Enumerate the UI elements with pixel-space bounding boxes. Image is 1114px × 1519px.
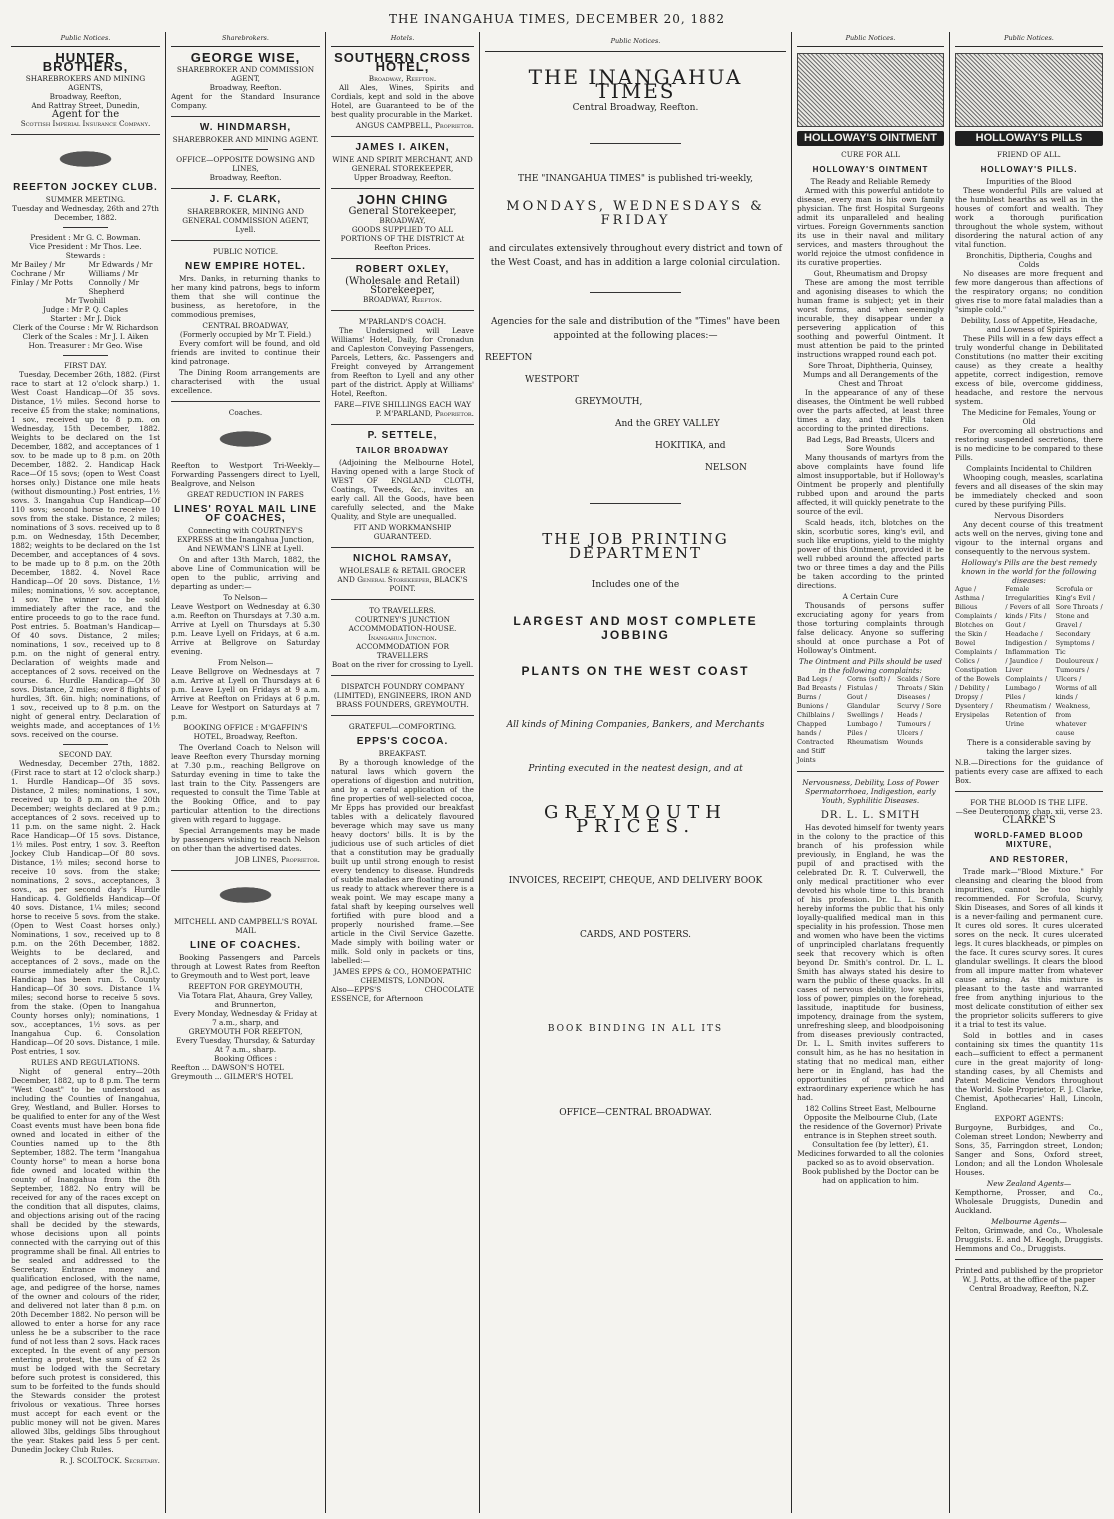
empire-text3: The Dining Room arrangements are characterised with the usual excellence. <box>171 368 320 395</box>
agencies: Agencies for the sale and distribution of the "Times" have been appointed at the following places:— <box>491 317 780 341</box>
column-5 <box>792 32 950 1513</box>
breakfast: BREAKFAST. <box>378 749 427 758</box>
lines-title: LINES' ROYAL MAIL LINE OF COACHES, <box>173 504 318 524</box>
clarke-trade: Trade mark—"Blood Mixture." For cleansing and clearing the blood from impurities, cannot be too highly recommended. For Scrofula, Scurvy, Skin Diseases, and Sores of all kinds it is a never-failing and permanent cure. It cures old sores. It cures ulcerated sores on the neck. It cures ulcerated legs. It cures blackheads, or pimples on the face. It cures scurvy sores. It cures glandular swellings. It clears the blood from all impure matter from whatever cause arising. As this mixture is pleasant to the taste and warranted free from anything injurious to the most delicate constitution of either sex the proprietor solicits sufferers to give it a trial to test its value. <box>955 867 1103 1029</box>
aiken-title: JAMES I. AIKEN, <box>355 142 450 153</box>
divider <box>171 870 320 871</box>
oxley-sub: (Wholesale and Retail) Storekeeper, <box>345 276 460 296</box>
plants: PLANTS ON THE WEST COAST <box>521 664 750 678</box>
nervous: Nervous Disorders <box>994 511 1064 520</box>
divider <box>331 258 474 259</box>
stagecoach-engraving <box>186 877 305 913</box>
divider <box>171 188 320 189</box>
place-nelson: NELSON <box>705 463 747 473</box>
wise-addr: Broadway, Reefton. <box>209 83 282 92</box>
nb: N.B.—Directions for the guidance of patients every case are affixed to each Box. <box>955 758 1103 785</box>
twohill: Mr Twohill <box>65 296 106 305</box>
from-nelson-text: Leave Bellgrove on Wednesdays at 7 a.m. Arrive at Lyell on Thursdays at 6 p.m. Leave Lyell on Fridays at 9 a.m. Arrive at Reefton on Fridays at 6 p.m. Leave for Westport on Saturdays at 7 p.m. <box>171 667 320 721</box>
empire-prev: (Formerly occupied by Mr T. Field.) <box>179 330 312 339</box>
diseases-2: Female Irregularities / Fevers of all kinds / Fits / Gout / Headache / Indigestion / Inflammation / Jaundice / Liver Complaints / Lumbago / Piles / Rheumatism / Retention of Urine <box>1005 585 1051 728</box>
booking2: Booking Passengers and Parcels through at Lowest Rates from Reefton to Greymouth and to West port, leave <box>171 953 320 980</box>
ching-title: JOHN CHING <box>356 192 449 207</box>
job-lines: JOB LINES, Proprietor. <box>235 855 320 864</box>
hunter-title: HUNTER BROTHERS, <box>42 50 129 74</box>
melb-agents: Melbourne Agents— <box>991 1217 1067 1226</box>
printed-by: Printed and published by the proprietor W. J. Potts, at the office of the paper Central Broadway, Reefton, N.Z. <box>955 1266 1103 1293</box>
clark-addr: Lyell. <box>235 225 256 234</box>
travellers: TO TRAVELLERS. <box>369 606 436 615</box>
settele-sub: TAILOR BROADWAY <box>355 446 450 455</box>
overland: The Overland Coach to Nelson will leave Reefton every Thursday morning at 7.30 p.m., reaching Bellgrove on Saturday evening in time to take the last train to the City. Passengers are requested to consult the Time Table at the Booking Office, and to pay particular attention to the directions given with regard to luggage. <box>171 743 320 824</box>
mparland-text: The Undersigned will Leave Williams' Hotel, Daily, for Cronadun and Capleston Conveying Passengers, Parcels, Letters, &c. Passengers and Freight conveyed by Arrangement from Reefton to Lyell and any other part of the district. Apply at Williams' Hotel, Reefton. <box>331 326 474 398</box>
epps-title: EPPS'S COCOA. <box>356 736 449 747</box>
mparland-title: M'PARLAND'S COACH. <box>358 317 447 326</box>
divider <box>331 715 474 716</box>
settele-text: (Adjoining the Melbourne Hotel, Having opened with a large Stock of WEST OF ENGLAND CLOTH, Coatings, Tweeds, &c., invites an early call. All the Goods, have been carefully selected, and the Make Quality, and Style are unequalled. <box>331 458 474 521</box>
nz-agents: New Zealand Agents— <box>986 1179 1072 1188</box>
aiken-addr: Upper Broadway, Reefton. <box>353 173 452 182</box>
column-head: Public Notices. <box>797 32 944 47</box>
club-dates: Tuesday and Wednesday, 26th and 27th December, 1882. <box>12 204 159 222</box>
office1: Reefton ... DAWSON'S HOTEL <box>171 1063 284 1072</box>
divider <box>63 355 108 356</box>
divider <box>171 116 320 117</box>
nervousness: Nervousness, Debility, Loss of Power Spermatorrhoea, Indigestion, early Youth, Syphilitic Diseases. <box>802 778 939 805</box>
foundry: DISPATCH FOUNDRY COMPANY (LIMITED), ENGINEERS, IRON AND BRASS FOUNDERS, GREYMOUTH. <box>333 682 472 709</box>
circulates: and circulates extensively throughout every district and town of the West Coast, and has in addition a large colonial circulation. <box>488 244 783 268</box>
column-6 <box>950 32 1108 1513</box>
place-greymouth: GREYMOUTH, <box>575 397 643 407</box>
place-hokitika: HOKITIKA, and <box>655 441 726 451</box>
judge: Judge : Mr P. Q. Caples <box>43 305 128 314</box>
column-head: Public Notices. <box>485 32 786 52</box>
export: EXPORT AGENTS: <box>994 1114 1064 1123</box>
president: President : Mr G. C. Bowman. <box>30 233 141 242</box>
sore-throat: Sore Throat, Diphtheria, Quinsey, Mumps and all Derangements of the Chest and Throat <box>802 361 939 388</box>
clark-title: J. F. CLARK, <box>209 194 282 205</box>
hindmarsh-addr: Broadway, Reefton. <box>209 173 282 182</box>
coach-text: Reefton to Westport Tri-Weekly—Forwarding Passengers direct to Lyell, Bealgrove, and Nelson <box>171 461 320 488</box>
sc-addr: Broadway, Reefton. <box>368 74 437 83</box>
complaints-2: Corns (soft) / Fistulas / Gout / Glandular Swellings / Lumbago / Piles / Rheumatism <box>846 675 891 746</box>
divider <box>590 143 680 144</box>
ointment-engraving <box>797 53 944 127</box>
mparland-sig: P. M'PARLAND, Proprietor. <box>375 409 474 418</box>
sc-text: All Ales, Wines, Spirits and Cordials, kept and sold in the above Hotel, are Guaranteed to be of the best quality procurable in the Market. <box>331 83 474 119</box>
lines-text: Connecting with COURTNEY'S EXPRESS at the Inangahua Junction, And NEWMAN'S LINE at Lyell. <box>176 526 315 553</box>
racehorse-engraving <box>26 141 145 177</box>
cards: CARDS, AND POSTERS. <box>579 930 692 940</box>
wise-agent: Agent for the Standard Insurance Company. <box>171 92 320 110</box>
column-4 <box>480 32 792 1513</box>
pills-engraving <box>955 53 1103 127</box>
vice-president: Vice President : Mr Thos. Lee. <box>29 242 142 251</box>
column-2 <box>166 32 326 1513</box>
accommodation: ACCOMMODATION FOR TRAVELLERS <box>355 642 450 660</box>
oxley-title: ROBERT OXLEY, <box>355 264 450 275</box>
epps-text: By a thorough knowledge of the natural laws which govern the operations of digestion and nutrition, and by a careful application of the fine properties of well-selected cocoa, Mr Epps has provided our breakfast tables with a delicately flavoured beverage which may save us many heavy doctors' bills. It is by the judicious use of such articles of diet that a constitution may be gradually built up until strong enough to resist every tendency to disease. Hundreds of subtle maladies are floating around us ready to attack wherever there is a weak point. We may escape many a fatal shaft by keeping ourselves well fortified with pure blood and a properly nourished frame.—See article in the Civil Service Gazette. Made simply with boiling water or milk. Sold only in packets or tins, labelled:— <box>331 758 474 965</box>
melb-text: Felton, Grimwade, and Co., Wholesale Druggists. E. and M. Keogh, Druggists. Hemmons and Co., Druggists. <box>955 1226 1103 1253</box>
debility: Debility, Loss of Appetite, Headache, and Lowness of Spirits <box>960 316 1098 334</box>
ointment-title: HOLLOWAY'S OINTMENT <box>812 165 929 174</box>
complaints-list <box>797 675 944 765</box>
certain-cure: A Certain Cure <box>842 592 899 601</box>
wise-title: GEORGE WISE, <box>190 50 301 65</box>
empire-title: NEW EMPIRE HOTEL. <box>185 261 306 272</box>
divider <box>797 771 944 772</box>
ching-addr: BROADWAY, <box>379 216 426 225</box>
second-day-text: Wednesday, December 27th, 1882. (First race to start at 12 o'clock sharp.) 1. Hurdle Handicap—Of 35 sovs. Distance, 2 miles; nominations, 1 sov., received up to 8 p.m. on the 20th December; weights declared at 9 p.m.; acceptances of 2 sovs. received up to 11 p.m. on the same night. 2. Hack Race Handicap—Of 15 sovs. Distance, 1½ miles. Post entry, 1 sov. 3. Reefton Jockey Club Handicap—Of 80 sovs. Distance, 1½ miles; second horse to receive 10 sovs. from the stake; nominations, 2 sovs., acceptances, 3 sovs., as per second day's Hurdle Handicap. 4. Goldfields Handicap—Of 40 sovs. Distance, 1¼ miles; second horse to receive 5 sovs. from the stake. (Open to West Coast horses only.) Nominations, 1 sov., received up to 8 p.m. on the 26th December, 1882. Weights to be declared, and acceptances of 2 sovs., made on the course immediately after the R.J.C. Handicap has been run. 5. County Handicap—Of 30 sovs. Distance 1¼ miles; second horse to receive 5 sovs. from the stake. (Open to Inangahua County horses only); nominations, 1 sov., acceptances, 1½ sovs. as per Inangahua Cup. 6. Consolation Handicap—Of 20 sovs. Distance, 1 mile. Post entries, 1 sov. <box>11 759 160 1056</box>
divider <box>63 744 108 745</box>
ointment-text3: In the appearance of any of these diseases, the Ointment be well rubbed over the parts affected, at least three times a day, and the Pills taken according to the printed directions. <box>797 388 944 433</box>
stewards-label: Stewards : <box>65 251 106 260</box>
place-reefton: REEFTON <box>485 353 533 363</box>
lines-after: On and after 13th March, 1882, the above Line of Communication will be open to the public, arriving and departing as under:— <box>171 555 320 591</box>
published: THE "INANGAHUA TIMES" is published tri-weekly, <box>517 174 753 184</box>
club-sub: SUMMER MEETING. <box>45 195 126 204</box>
empire-text1: Mrs. Danks, in returning thanks to her many kind patrons, begs to inform them that she will continue the business, as heretofore, in the commodious premises, <box>171 274 320 319</box>
diseases-list <box>955 585 1103 738</box>
clark-sub: SHAREBROKER, MINING AND GENERAL COMMISSION AGENT, <box>182 207 309 225</box>
special: Special Arrangements may be made by passengers wishing to reach Nelson on other than the advertised dates. <box>171 826 320 853</box>
impurities: Impurities of the Blood <box>986 177 1072 186</box>
bronchitis: Bronchitis, Diptheria, Coughs and Colds <box>965 251 1093 269</box>
empire-text2: Every comfort will be found, and old friends are invited to continue their kind patronage. <box>171 339 320 366</box>
reduction: GREAT REDUCTION IN FARES <box>187 490 304 499</box>
offices: Booking Offices : <box>213 1054 278 1063</box>
printing: Printing executed in the neatest design, and at <box>528 764 743 774</box>
every2: Every Tuesday, Thursday, & Saturday At 7 a.m., sharp. <box>176 1036 315 1054</box>
ointment-text1: Armed with this powerful antidote to disease, every man is his own family physician. The first Hospital Surgeons admit its unparalleled and healing virtues. Foreign Governments sanction its use in their naval and military services, and masters throughout the world rejoice the utmost confidence in its curative properties. <box>797 186 944 267</box>
kinds: All kinds of Mining Companies, Bankers, and Merchants <box>506 720 765 730</box>
ready: The Ready and Reliable Remedy <box>810 177 931 186</box>
complaints-title: The Ointment and Pills should be used in the following complaints: <box>799 657 942 675</box>
bad-legs: Bad Legs, Bad Breasts, Ulcers and Sore Wounds <box>806 435 935 453</box>
first-day-title: FIRST DAY. <box>64 361 107 370</box>
grateful: GRATEFUL—COMFORTING. <box>348 722 457 731</box>
column-head: Hotels. <box>331 32 474 47</box>
stewards-left: Mr Bailey / Mr Cochrane / Mr Finlay / Mr Potts <box>11 260 73 287</box>
column-head: Public Notices. <box>11 32 160 47</box>
divider <box>223 149 268 150</box>
binding: BOOK BINDING IN ALL ITS <box>547 1024 724 1034</box>
place-westport: WESTPORT <box>525 375 580 385</box>
rules-text: Night of general entry—20th December, 1882, up to 8 p.m. The term "West Coast" to be understood as including the Counties of Inangahua, Grey, Westland, and Buller. Horses to be qualified to enter for any of the West Coast events must have been bona fide owned and located in either of the Counties named up to the 8th September, 1882. The term "Inangahua County horse" to mean a horse bona fide owned and located within the county of Inangahua from the 8th September, 1882. No entry will be received for any of the races except on the condition that all disputes, claims, and objections arising out of the racing shall be decided by the stewards, whose decisions upon all points connected with the carrying out of this programme shall be final. All entries to be sealed and addressed to the Secretary. Entrance money and qualification enclosed, with the name, age, and pedigree of the horse, names of the owner and colours of the rider, and delivered not later than 8 p.m. on 20th December 1882. No person will be allowed to enter a horse for any race unless he be a subscriber to the race fund of not less than 2 sovs. Hack races excepted. In the event of any person entering a protest, the sum of £2 2s must be lodged with the Secretary before such protest is considered, this sum to be forfeited to the funds should the Stewards consider the protest frivolous or vexatious. Three horses must accept for each event or the public money will not be given. Mares allowed 3lbs, geldings 5lbs throughout the year. Stakes paid less 5 per cent. Dunedin Jockey Club Rules. <box>11 1067 160 1454</box>
office: OFFICE—CENTRAL BROADWAY. <box>559 1108 712 1118</box>
divider <box>955 791 1103 792</box>
times-addr: Central Broadway, Reefton. <box>572 103 699 113</box>
reef-grey: REEFTON FOR GREYMOUTH, <box>188 982 303 991</box>
secretary: R. J. SCOLTOCK. Secretary. <box>59 1456 160 1465</box>
public-notice: PUBLIC NOTICE. <box>212 247 279 256</box>
settele-fit: FIT AND WORKMANSHIP GUARANTEED. <box>353 523 452 541</box>
females: The Medicine for Females, Young or Old <box>962 408 1096 426</box>
hunter-addr1: Broadway, Reefton, <box>49 92 122 101</box>
gout: Gout, Rheumatism and Dropsy <box>813 269 928 278</box>
masthead: THE INANGAHUA TIMES, DECEMBER 20, 1882 <box>388 12 726 26</box>
boat: Boat on the river for crossing to Lyell. <box>331 660 474 669</box>
divider <box>331 188 474 189</box>
divider <box>11 134 160 135</box>
column-1 <box>6 32 166 1513</box>
divider <box>331 675 474 676</box>
oxley-addr: BROADWAY, Reefton. <box>363 295 442 304</box>
divider <box>590 292 680 293</box>
ointment-text4: Many thousands of martyrs from the above complaints have found life almost insupportable, but if Holloway's Ointment be properly and plentifully rubbed upon and around the parts affected, it will quickly penetrate to the source of the evil. <box>797 453 944 516</box>
sc-title: SOUTHERN CROSS HOTEL, <box>334 50 471 74</box>
coach-engraving <box>186 421 305 457</box>
starter: Starter : Mr J. Dick <box>50 314 121 323</box>
children: Complaints Incidental to Children <box>966 464 1092 473</box>
divider <box>331 136 474 137</box>
stewards-right: Mr Edwards / Mr Williams / Mr Connolly / Mr Shepherd <box>88 260 153 296</box>
clarke-sold: Sold in bottles and in cases containing six times the quantity 11s each—sufficient to effect a permanent cure in the great majority of long-standing cases, by all Chemists and Patent Medicine Vendors throughout the World. Sole Proprietor, F. J. Clarke, Chemist, Apothecaries' Hall, Lincoln, England. <box>955 1031 1103 1112</box>
ointment-text5: Thousands of persons suffer excruciating agony for years from those torturing complaints through false delicacy. Anyone so suffering should at once purchase a Pot of Holloway's Ointment. <box>797 601 944 655</box>
pills-banner: HOLLOWAY'S PILLS <box>955 131 1103 146</box>
job-title: THE JOB PRINTING DEPARTMENT <box>542 530 729 562</box>
fare: FARE—FIVE SHILLINGS EACH WAY <box>334 400 471 409</box>
mitchell: MITCHELL AND CAMPBELL'S ROYAL MAIL <box>173 917 318 935</box>
wise-sub: SHAREBROKER AND COMMISSION AGENT, <box>176 65 315 83</box>
every1: Every Monday, Wednesday & Friday at 7 a.m., sharp, and <box>173 1009 318 1027</box>
club-title: REEFTON JOCKEY CLUB. <box>13 182 158 193</box>
smith-title: DR. L. L. SMITH <box>820 810 921 821</box>
clarke-sub: WORLD-FAMED BLOOD MIXTURE, <box>974 831 1084 849</box>
hindmarsh-sub: SHAREBROKER AND MINING AGENT. <box>172 135 319 144</box>
treasurer: Hon. Treasurer : Mr Geo. Wise <box>28 341 143 350</box>
ointment-banner: HOLLOWAY'S OINTMENT <box>797 131 944 146</box>
hindmarsh-title: W. HINDMARSH, <box>199 122 292 133</box>
cure: CURE FOR ALL <box>841 150 900 159</box>
ching-text: GOODS SUPPLIED TO ALL PORTIONS OF THE DISTRICT At Reefton Prices. <box>340 225 465 252</box>
blood-title: FOR THE BLOOD IS THE LIFE. <box>970 798 1088 807</box>
hunter-agent2: Scottish Imperial Insurance Company. <box>20 119 151 128</box>
restorer: AND RESTORER, <box>989 855 1069 864</box>
first-day-text: Tuesday, December 26th, 1882. (First race to start at 12 o'clock sharp.) 1. West Coast Handicap—Of 35 sovs. Distance, 1½ miles. Second horse to receive £5 from the stake; nominations, 1 sov., received up to 8 p.m. on Wednesday, 15th December, 1882. Weights to be declared on the 1st December, 1882, and acceptances of 1 sov. to be made up to 8 p.m. on 20th December, 1882. 2. Handicap Hack Race—Of 15 sovs; (open to West Coast horses only.) Distance one mile heats (without dismounting.) Post entries, 1½ sovs. 3. Inangahua Cup Handicap—Of 110 sovs; second horse to receive 10 sovs from the stake. Distance, 2 miles; nominations of 3 sovs. received up to 8 p.m. on Wednesday, 15th December, 1882; weights to be declared on the 1st December, and acceptances of 4 sovs. to be made up to 8 p.m. on the 20th December, 1882. 4. Novel Race Handicap—Of 20 sovs. Distance, 1½ miles; nominations, ½ sov. acceptance, 1 sov. The winner to be sold immediately after the race, and the entire proceeds to go to the race fund. Post entries. 5. Boatman's Handicap—Of 40 sovs. Distance, 2 miles; nominations, 1 sov., received up to 8 p.m. on the night of general entry. Declaration of weights made and acceptances of 2 sovs. received on the course. 6. Hurdle Handicap—Of 30 sovs. Distance, 2 miles; over 8 flights of hurdles, 3ft. 6in. high; nominations, of 1 sov., received up to 8 p.m. on the night of general entry. Declaration of weights made, and acceptances of 1½ sovs. received on the course. <box>11 370 160 739</box>
days: MONDAYS, WEDNESDAYS & FRIDAY <box>506 199 765 228</box>
epps-sig: JAMES EPPS & CO., HOMOEPATHIC CHEMISTS, LONDON. <box>333 967 472 985</box>
diseases-1: Ague / Asthma / Bilious Complaints / Blotches on the Skin / Bowel Complaints / Colics / Constipation of the Bowels / Debility / Dropsy / Dysentery / Erysipelas <box>955 585 1000 719</box>
angus: ANGUS CAMPBELL, Proprietor. <box>355 121 474 130</box>
column-head: Sharebrokers. <box>171 32 320 47</box>
complaints-1: Bad Legs / Bad Breasts / Burns / Bunions / Chilblains / Chapped hands / Contracted and Stiff Joints <box>797 675 842 764</box>
columns <box>6 32 1108 1513</box>
saving: There is a considerable saving by taking the larger sizes. <box>967 738 1091 756</box>
nz-text: Kempthorne, Prosser, and Co., Wholesale Druggists, Dunedin and Auckland. <box>955 1188 1103 1215</box>
column-head: Public Notices. <box>955 32 1103 47</box>
ramsay-sub: WHOLESALE & RETAIL GROCER AND General Storekeeper, BLACK'S POINT. <box>337 566 468 593</box>
hunter-addr2: And Rattray Street, Dunedin, <box>31 101 140 110</box>
divider <box>955 1259 1103 1260</box>
export-text: Burgoyne, Burbidges, and Co., Coleman street London; Newberry and Sons, 35, Farringdon street, London; Sanger and Sons, Oxford street, London; and all the London Wholesale Houses. <box>955 1123 1103 1177</box>
divider <box>331 547 474 548</box>
clarke-title: CLARKE'S <box>1002 815 1056 826</box>
clerk: Clerk of the Course : Mr W. Richardson <box>12 323 159 332</box>
pills-text4: For overcoming all obstructions and restoring suspended secretions, there is no medicine to be compared to these Pills. <box>955 426 1103 462</box>
pills-text3: These Pills will in a few days effect a truly wonderful change in Debilitated Constitutions (no matter their exciting cause) as they create a healthy appetite, correct indigestion, remove excess of bile, overcome giddiness, headache, and restore the nervous system. <box>955 334 1103 406</box>
office2: Greymouth ... GILMER'S HOTEL <box>171 1072 293 1081</box>
places-list <box>485 351 786 475</box>
friend: FRIEND OF ALL. <box>997 150 1061 159</box>
booking-office: BOOKING OFFICE : M'GAFFIN'S HOTEL, Broadway, Reefton. <box>183 723 308 741</box>
pills-title: HOLLOWAY'S PILLS. <box>980 165 1078 174</box>
ramsay-title: NICHOL RAMSAY, <box>352 553 452 564</box>
hunter-sub: SHAREBROKERS AND MINING AGENTS, <box>25 74 146 92</box>
hindmarsh-office: OFFICE—OPPOSITE DOWSING AND LINES, <box>176 155 315 173</box>
prices: GREYMOUTH PRICES. <box>543 802 727 837</box>
smith-text: Has devoted himself for twenty years in the colony to the practice of this branch of his profession while previously, in England, he was the pupil of and practised with the celebrated Dr. R. T. Culverwell, the only medical practitioner who ever devoted his whole time to this branch of his profession. Dr. L. L. Smith hereby informs the public that his only loyally-qualified medical man in this speciality in his profession. Those men and women who have been the victims of unprincipled charlatans frequently seek that recovery which is often beyond Dr. Smith's control. Dr. L. L. Smith has always stated his desire to warn the public of these quacks. In all cases of nervous debility, low spirits, loss of power, pimples on the forehead, lassitude, inaptitude for business, impotency, drainage from the system, unrefreshing sleep, and bloodpoisoning from diseases previously contracted, Dr. L. L. Smith invites sufferers to consult him, as he has no hesitation in stating that no medical man, either here or in England, has had the opportunities of practice and extraordinary experience which he has had. <box>797 823 944 1102</box>
second-day-title: SECOND DAY. <box>58 750 113 759</box>
best-remedy: Holloway's Pills are the best remedy known in the world for the following diseases: <box>961 558 1097 585</box>
courtney: COURTNEY'S JUNCTION ACCOMMODATION-HOUSE. Inangahua Junction. <box>348 615 457 642</box>
pills-text2: No diseases are more frequent and few more dangerous than affections of the respiratory organs; no condition gives rise to more fatal maladies than a "simple cold." <box>955 269 1103 314</box>
grey-reef: GREYMOUTH FOR REEFTON, <box>188 1027 303 1036</box>
epps-also: Also—EPPS'S CHOCOLATE ESSENCE, for Afternoon <box>331 985 474 1003</box>
divider <box>63 227 108 228</box>
pills-text6: Any decent course of this treatment acts well on the nerves, giving tone and vigour to the internal organs and consequently to the nervous system. <box>955 520 1103 556</box>
divider <box>331 310 474 311</box>
scald: Scald heads, itch, blotches on the skin, scorbutic sores, king's evil, and such like eruptions, yield to the mighty power of this Ointment, provided it be well rubbed around the affected parts two or three times a day and the Pills be taken according to the printed directions. <box>797 518 944 590</box>
ching-sub: General Storekeeper, <box>348 206 457 217</box>
place-grey-valley: And the GREY VALLEY <box>615 419 720 429</box>
includes: Includes one of the <box>591 580 680 590</box>
blood-sub: —See Deuteronomy, chap. xii, verse 23. <box>955 807 1103 816</box>
invoices: INVOICES, RECEIPT, CHEQUE, AND DELIVERY BOOK <box>508 876 763 886</box>
coaches-head: Coaches. <box>228 408 263 417</box>
to-nelson-text: Leave Westport on Wednesday at 6.30 a.m. Reefton on Thursdays at 7.30 a.m. Arrive at Lyell on Thursdays at 5.30 p.m. Leave Lyell on Fridays, at 6 a.m. Arrive at Bellgrove on Saturday evening. <box>171 602 320 656</box>
pills-text1: These wonderful Pills are valued at the humblest hearths as well as in the houses of comfort and wealth. They work a thorough purification throughout the whole system, without disordering the natural action of any vital function. <box>955 186 1103 249</box>
ointment-text2: These are among the most terrible and agonising diseases to which the human frame is subject; yet in their worst forms, and when seemingly incurable, they disappear under a persevering application of this soothing and powerful Ointment. It must attention be paid to the printed instructions wrapped round each pot. <box>797 278 944 359</box>
divider <box>590 503 680 504</box>
hunter-agent: Agent for the <box>51 109 120 120</box>
column-3 <box>326 32 480 1513</box>
rules-title: RULES AND REGULATIONS. <box>31 1058 140 1067</box>
via: Via Totara Flat, Ahaura, Grey Valley, and Brunnerton, <box>178 991 313 1009</box>
diseases-3: Scrofula or King's Evil / Sore Throats / Stone and Gravel / Secondary Symptoms / Tic Douloureux / Tumours / Ulcers / Worms of all kinds / Weakness, from whatever cause <box>1055 585 1103 737</box>
to-nelson: To Nelson— <box>223 593 268 602</box>
divider <box>171 401 320 402</box>
clerk-scales: Clerk of the Scales : Mr J. I. Aiken <box>22 332 149 341</box>
settele-title: P. SETTELE, <box>367 430 438 441</box>
from-nelson: From Nelson— <box>217 658 274 667</box>
divider <box>171 240 320 241</box>
largest: LARGEST AND MOST COMPLETE JOBBING <box>513 614 758 642</box>
pills-text5: Whooping cough, measles, scarlatina fevers and all diseases of the skin may be immediately checked and soon cured by these purifying Pills. <box>955 473 1103 509</box>
divider <box>331 599 474 600</box>
line-coaches: LINE OF COACHES. <box>189 940 301 951</box>
divider <box>331 424 474 425</box>
stewards-list <box>11 260 160 296</box>
empire-addr: CENTRAL BROADWAY, <box>202 321 289 330</box>
smith-addr: 182 Collins Street East, Melbourne Opposite the Melbourne Club, (Late the residence of the Governor) Private entrance is in Stephen street south. Consultation fee (by letter), £1. Medicines forwarded to all the colonies packed so as to avoid observation. Book published by the Doctor can be had on application to him. <box>797 1104 944 1185</box>
aiken-sub: WINE AND SPIRIT MERCHANT, AND GENERAL STOREKEEPER, <box>332 155 473 173</box>
complaints-3: Scalds / Sore Throats / Skin Diseases / Scurvy / Sore Heads / Tumours / Ulcers / Wounds <box>896 675 944 746</box>
times-title: THE INANGAHUA TIMES <box>528 65 743 103</box>
